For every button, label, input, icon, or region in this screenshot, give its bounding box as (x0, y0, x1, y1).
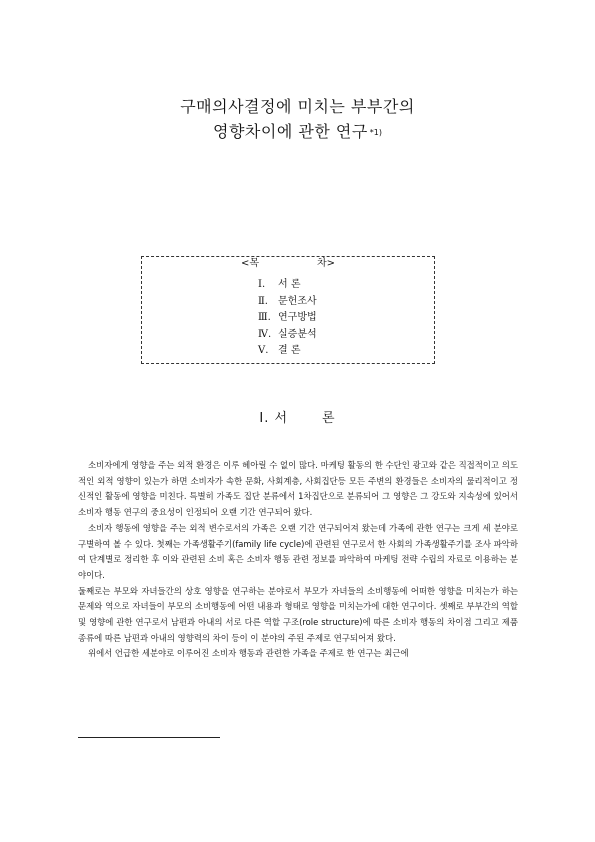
toc-item-label: 연구방법 (278, 312, 317, 323)
toc-item-number: Ⅴ. (258, 345, 269, 356)
toc-item (258, 327, 317, 344)
toc-item-label: 실증분석 (278, 328, 317, 340)
toc-heading-right: 차> (311, 258, 341, 269)
paragraph: 소비자 행동에 영향을 주는 외적 변수로서의 가족은 오랜 기간 연구되어져 왔는데 가족에 관한 연구는 크게 세 분야로 구별하여 볼 수 있다. 첫째는 가족생활주기(family life cycle)에 관련된 연구로서 한 사회의 가족생활주기를 조사 파악하여 단계별로 정리한 후 이와 관련된 소비 혹은 소비자 행동 관련 정보를 파악하여 마케팅 전략 수립의 자료로 이용하는 분야이다. (78, 522, 518, 580)
toc-item (258, 277, 317, 294)
section-heading (0, 407, 595, 426)
toc-item-number: Ⅰ. (258, 279, 266, 290)
toc-heading (142, 254, 434, 269)
body-text (78, 458, 518, 662)
title-line-2-text: 영향차이에 관한 연구 (213, 122, 368, 141)
table-of-contents-box (141, 256, 435, 364)
toc-item-label: 결 론 (278, 345, 301, 356)
toc-item-label: 문헌조사 (278, 295, 317, 307)
toc-item-label: 서 론 (278, 279, 301, 290)
paragraph: 둘째로는 부모와 자녀들간의 상호 영향을 연구하는 분야로서 부모가 자녀들의 소비행동에 어떠한 영향을 미치는가 하는 문제와 역으로 자녀들이 부모의 소비행동에 어떤 내용과 형태로 영향을 미치는가에 대한 연구이다. 셋째로 부부간의 역할 및 영향에 관한 연구로서 남편과 아내의 서로 다른 역할 구조(role structure)에 따른 소비자 행동의 차이점 그리고 제품 종류에 따른 남편과 아내의 영향력의 차이 등이 이 분야의 주된 주제로 연구되어져 왔다. (78, 585, 518, 643)
toc-item-number: Ⅱ. (258, 295, 268, 307)
toc-item-number: Ⅲ. (258, 312, 271, 323)
section-heading-word: 론 (322, 411, 336, 426)
title-line-2 (0, 119, 595, 145)
title-line-1: 구매의사결정에 미치는 부부간의 (180, 97, 415, 116)
toc-item (258, 343, 317, 360)
toc-item-number: Ⅳ. (258, 328, 272, 340)
paper-title (0, 94, 595, 145)
paragraph: 소비자에게 영향을 주는 외적 환경은 이루 헤아릴 수 없이 많다. 마케팅 활동의 한 수단인 광고와 같은 직접적이고 의도적인 외적 영향이 있는가 하면 소비자가 속한 문화, 사회계층, 사회집단등 모든 주변의 환경들은 소비자의 물리적이고 정신적인 활동에 영향을 미친다. 특별히 가족도 집단 분류에서 1차집단으로 분류되어 그 영향은 그 강도와 지속성에 있어서 소비자 행동 연구의 중요성이 인정되어 오랜 기간 연구되어 왔다. (78, 460, 518, 518)
footnote-separator (78, 737, 220, 738)
section-heading-number: Ⅰ. 서 (259, 411, 289, 426)
toc-item (258, 310, 317, 327)
paragraph: 위에서 언급한 세분야로 이루어진 소비자 행동과 관련한 가족을 주제로 한 연구는 최근에 (88, 648, 409, 659)
toc-item (258, 294, 317, 311)
title-footnote-mark[interactable]: *1) (369, 128, 382, 137)
toc-heading-left: <목 (235, 258, 265, 269)
toc-list (258, 277, 317, 360)
